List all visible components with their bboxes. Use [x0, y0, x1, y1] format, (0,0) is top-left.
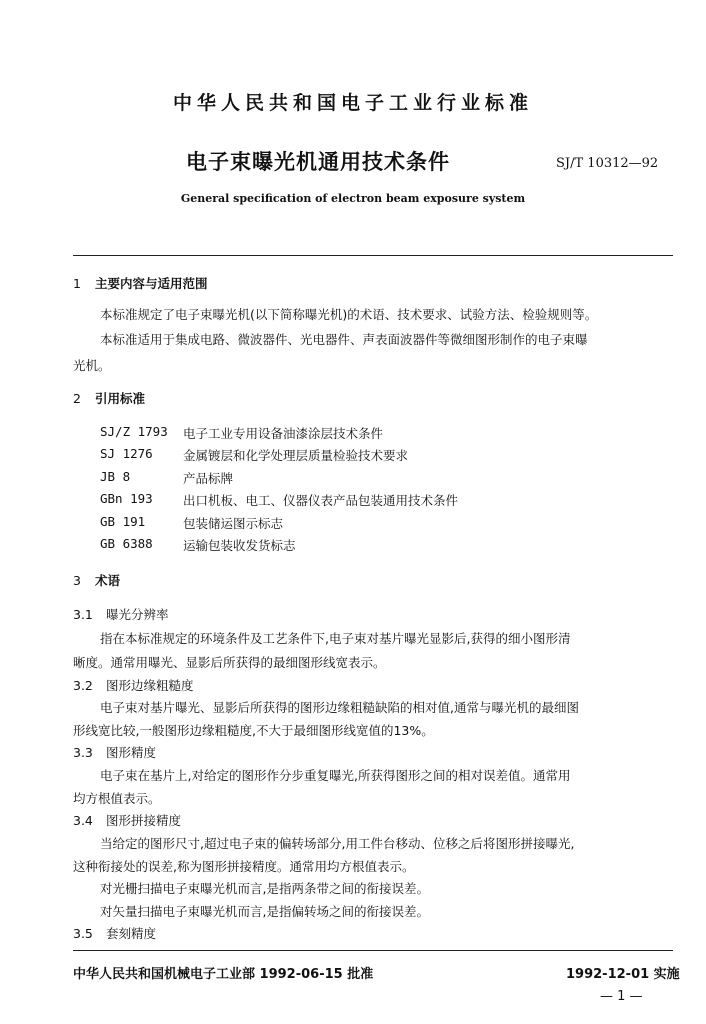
subsection-3-4-raster-note: 对光栅扫描电子束曝光机而言,是指两条带之间的衔接误差。 — [100, 881, 429, 896]
subsection-title: 图形精度 — [106, 745, 157, 760]
subsection-3-2-text-cont: 形线宽比较,一般图形边缘粗糙度,不大于最细图形线宽值的13%。 — [73, 723, 434, 738]
reference-code: GBn 193 — [100, 491, 153, 506]
subsection-3-1-text-cont: 晰度。通常用曝光、显影后所获得的最细图形线宽表示。 — [73, 655, 386, 670]
footer-divider — [73, 950, 673, 951]
section-2-heading — [73, 389, 145, 407]
subsection-number: 3.1 — [73, 607, 93, 622]
section-1-paragraph-1: 本标准规定了电子束曝光机(以下简称曝光机)的术语、技术要求、试验方法、检验规则等。 — [100, 307, 598, 322]
subsection-3-2-heading — [73, 676, 194, 694]
section-number: 2 — [73, 391, 81, 406]
subsection-3-4-text-cont: 这种衔接处的误差,称为图形拼接精度。通常用均方根值表示。 — [73, 859, 415, 874]
subsection-title: 套刻精度 — [106, 926, 157, 941]
reference-title: 包装储运图示标志 — [183, 516, 284, 531]
section-1-paragraph-2: 本标准适用于集成电路、微波器件、光电器件、声表面波器件等微细图形制作的电子束曝 — [100, 332, 588, 347]
reference-code: GB 6388 — [100, 536, 153, 551]
reference-code: SJ/Z 1793 — [100, 424, 168, 439]
reference-title: 运输包装收发货标志 — [183, 538, 296, 553]
reference-title: 电子工业专用设备油漆涂层技术条件 — [183, 426, 384, 441]
subsection-3-4-heading — [73, 811, 181, 829]
reference-code: SJ 1276 — [100, 446, 153, 461]
section-1-heading — [73, 274, 208, 292]
section-number: 3 — [73, 573, 81, 588]
industry-standard-heading: 中华人民共和国电子工业行业标准 — [172, 92, 533, 114]
subsection-3-4-vector-note: 对矢量扫描电子束曝光机而言,是指偏转场之间的衔接误差。 — [100, 904, 429, 919]
section-title: 引用标准 — [95, 391, 146, 406]
subsection-3-3-heading — [73, 743, 156, 761]
section-title: 术语 — [95, 573, 121, 588]
approval-line: 中华人民共和国机械电子工业部 1992-06-15 批准 — [73, 967, 374, 982]
subsection-title: 曝光分辨率 — [106, 607, 169, 622]
section-1-paragraph-2-cont: 光机。 — [73, 358, 111, 373]
subsection-3-3-text-cont: 均方根值表示。 — [73, 791, 161, 806]
reference-title: 产品标牌 — [183, 471, 234, 486]
section-title: 主要内容与适用范围 — [95, 276, 208, 291]
subsection-number: 3.3 — [73, 745, 93, 760]
subsection-number: 3.2 — [73, 678, 93, 693]
subsection-number: 3.4 — [73, 813, 93, 828]
english-title: General specification of electron beam exposure system — [180, 192, 526, 205]
subsection-3-1-text: 指在本标准规定的环境条件及工艺条件下,电子束对基片曝光显影后,获得的细小图形清 — [100, 631, 571, 646]
document-title: 电子束曝光机通用技术条件 — [186, 150, 450, 174]
subsection-3-2-text: 电子束对基片曝光、显影后所获得的图形边缘粗糙缺陷的相对值,通常与曝光机的最细图 — [100, 700, 579, 715]
subsection-title: 图形边缘粗糙度 — [106, 678, 194, 693]
standard-code: SJ/T 10312—92 — [556, 156, 659, 171]
header-divider — [73, 255, 673, 256]
reference-title: 金属镀层和化学处理层质量检验技术要求 — [183, 448, 409, 463]
subsection-title: 图形拼接精度 — [106, 813, 182, 828]
subsection-number: 3.5 — [73, 926, 93, 941]
subsection-3-3-text: 电子束在基片上,对给定的图形作分步重复曝光,所获得图形之间的相对误差值。通常用 — [100, 768, 571, 783]
reference-title: 出口机板、电工、仪器仪表产品包装通用技术条件 — [183, 493, 459, 508]
subsection-3-4-text: 当给定的图形尺寸,超过电子束的偏转场部分,用工件台移动、位移之后将图形拼接曝光, — [100, 836, 575, 851]
section-3-heading — [73, 571, 120, 589]
reference-code: GB 191 — [100, 514, 146, 529]
reference-code: JB 8 — [100, 469, 131, 484]
page-number: — 1 — — [600, 989, 643, 1004]
subsection-3-1-heading — [73, 605, 169, 623]
subsection-3-5-heading — [73, 924, 156, 942]
effective-date: 1992-12-01 实施 — [566, 967, 680, 982]
section-number: 1 — [73, 276, 81, 291]
